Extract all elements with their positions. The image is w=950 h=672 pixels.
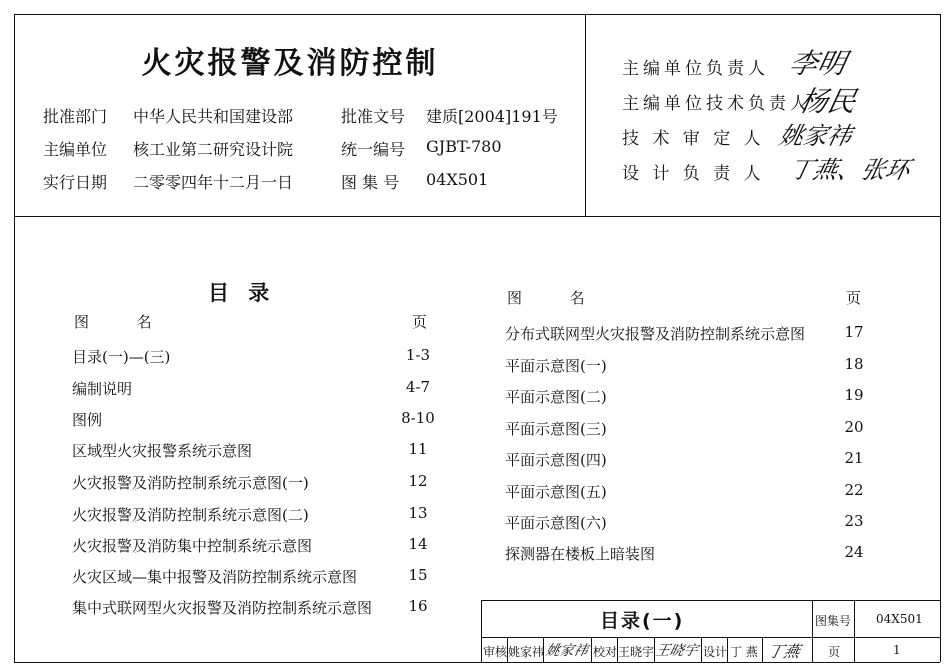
- frame-bottom: [14, 662, 940, 663]
- toc-item-name: 区域型火灾报警系统示意图: [72, 442, 253, 460]
- meta-value-approval-dept: 中华人民共和国建设部: [133, 107, 294, 126]
- meta-value-approval-no: 建质[2004]191号: [426, 107, 558, 126]
- toc-item-name: 火灾报警及消防控制系统示意图(二): [72, 506, 309, 524]
- toc-item-name: 平面示意图(四): [505, 451, 607, 469]
- meta-label-chief-unit: 主编单位: [43, 140, 108, 159]
- toc-right-name-header: 图 名: [507, 289, 585, 307]
- header-divider: [14, 216, 940, 217]
- toc-right-page-header: 页: [846, 289, 862, 307]
- design-signature: 丁燕: [765, 642, 802, 661]
- atlas-no-label: 图集号: [815, 614, 852, 628]
- meta-label-effective-date: 实行日期: [43, 173, 108, 192]
- toc-item-page: 11: [408, 440, 428, 458]
- toc-left-name-header: 图 名: [74, 313, 152, 331]
- role-chief-unit-head: 主编单位负责人: [622, 59, 769, 79]
- atlas-no-value: 04X501: [876, 612, 923, 626]
- review-name: 姚家祎: [508, 645, 545, 659]
- sheet-title: 目录(一): [600, 610, 685, 632]
- toc-item-name: 平面示意图(一): [505, 357, 607, 375]
- toc-item-page: 15: [408, 566, 428, 584]
- toc-item-name: 目录(一)—(三): [72, 348, 171, 366]
- toc-item-page: 13: [408, 504, 428, 522]
- toc-item-name: 火灾报警及消防控制系统示意图(一): [72, 474, 309, 492]
- page-label: 页: [828, 645, 841, 659]
- toc-item-page: 4-7: [405, 378, 431, 396]
- role-chief-tech-head: 主编单位技术负责人: [622, 94, 811, 114]
- meta-value-chief-unit: 核工业第二研究设计院: [133, 140, 294, 159]
- check-name: 王晓宇: [618, 645, 655, 659]
- role-tech-reviewer: 技 术 审 定 人: [622, 129, 765, 149]
- toc-item-page: 20: [844, 418, 864, 436]
- design-label: 设计: [703, 645, 728, 659]
- review-signature: 姚家祎: [544, 643, 590, 659]
- design-name: 丁 燕: [730, 645, 758, 659]
- toc-item-page: 23: [844, 512, 864, 530]
- meta-label-atlas-no: 图 集 号: [341, 173, 400, 192]
- toc-item-name: 探测器在楼板上暗装图: [505, 545, 656, 563]
- toc-item-page: 8-10: [401, 409, 435, 427]
- toc-item-name: 编制说明: [72, 380, 133, 398]
- meta-value-unified-no: GJBT-780: [426, 137, 502, 156]
- toc-item-page: 21: [844, 449, 864, 467]
- toc-item-page: 1-3: [405, 346, 431, 364]
- toc-item-name: 图例: [72, 411, 103, 429]
- toc-item-page: 19: [844, 386, 864, 404]
- signature-chief-tech-head: 杨民: [796, 85, 860, 118]
- frame-top: [14, 14, 940, 15]
- toc-item-name: 平面示意图(六): [505, 514, 607, 532]
- review-label: 审核: [483, 645, 508, 659]
- frame-right: [940, 14, 941, 662]
- toc-item-page: 18: [844, 355, 864, 373]
- toc-item-name: 平面示意图(二): [505, 388, 607, 406]
- page-value: 1: [893, 643, 901, 657]
- atlas-title: 火灾报警及消防控制: [141, 46, 439, 81]
- toc-item-name: 平面示意图(三): [505, 420, 607, 438]
- role-design-head: 设 计 负 责 人: [622, 164, 765, 184]
- toc-left-page-header: 页: [412, 313, 428, 331]
- toc-item-page: 17: [844, 323, 864, 341]
- toc-item-name: 分布式联网型火灾报警及消防控制系统示意图: [505, 325, 806, 343]
- meta-value-atlas-no: 04X501: [426, 170, 489, 189]
- toc-item-page: 14: [408, 535, 428, 553]
- toc-item-page: 24: [844, 543, 864, 561]
- toc-title: 目 录: [208, 281, 276, 305]
- signature-design-head: 丁燕、张环: [786, 156, 913, 184]
- toc-item-page: 12: [408, 472, 428, 490]
- meta-label-unified-no: 统一编号: [341, 140, 406, 159]
- toc-item-name: 火灾区域—集中报警及消防控制系统示意图: [72, 568, 358, 586]
- meta-label-approval-dept: 批准部门: [43, 107, 108, 126]
- toc-item-page: 16: [408, 597, 428, 615]
- check-signature: 王晓宇: [654, 643, 700, 659]
- check-label: 校对: [593, 645, 618, 659]
- signature-tech-reviewer: 姚家祎: [776, 122, 855, 150]
- signature-chief-unit-head: 李明: [786, 47, 850, 80]
- toc-item-name: 集中式联网型火灾报警及消防控制系统示意图: [72, 599, 373, 617]
- toc-item-name: 平面示意图(五): [505, 483, 607, 501]
- toc-item-page: 22: [844, 481, 864, 499]
- meta-label-approval-no: 批准文号: [341, 107, 406, 126]
- frame-left: [14, 14, 15, 662]
- meta-value-effective-date: 二零零四年十二月一日: [133, 173, 294, 192]
- header-split: [585, 14, 586, 216]
- toc-item-name: 火灾报警及消防集中控制系统示意图: [72, 537, 313, 555]
